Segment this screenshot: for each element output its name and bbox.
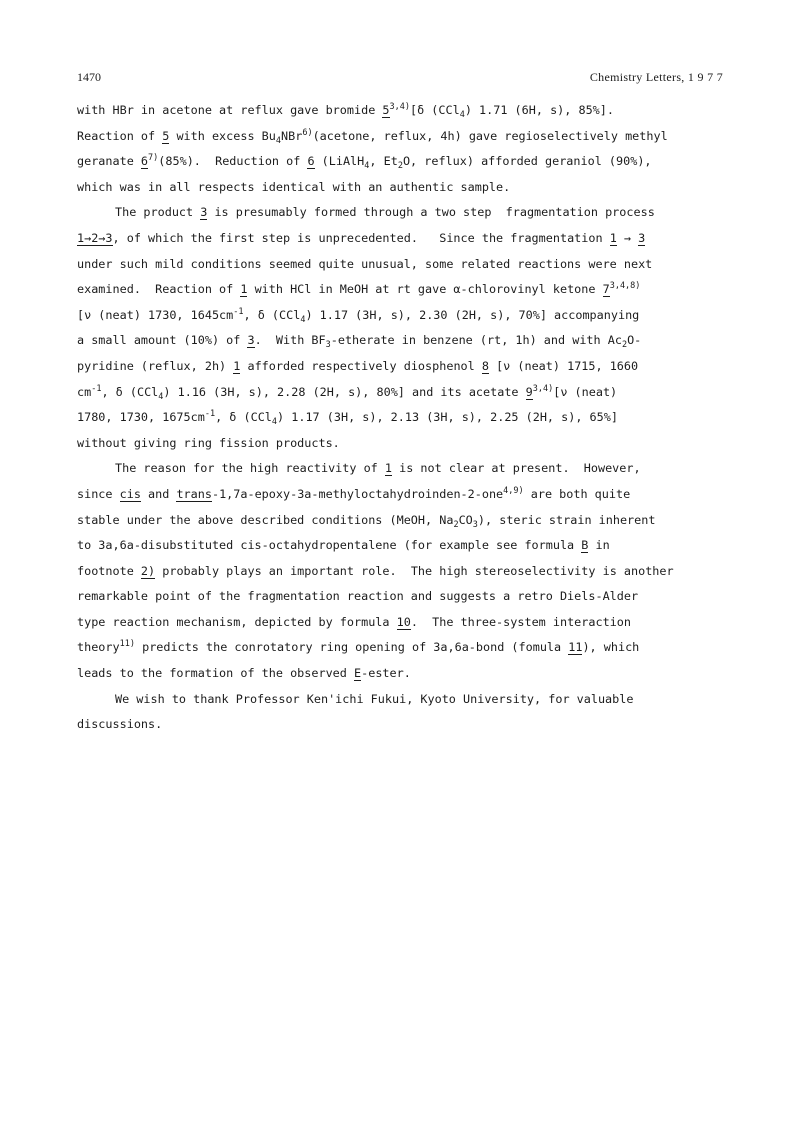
text-run: (LiAlH <box>314 154 365 169</box>
compound-ref: 3 <box>200 205 208 220</box>
text-run: stable under the above described conditions (MeOH, Na <box>77 512 454 527</box>
superscript: 3,4) <box>389 102 410 112</box>
text-run: NBr <box>281 128 303 143</box>
text-line <box>77 405 717 431</box>
compound-ref: cis <box>119 486 141 501</box>
text-line <box>77 226 717 252</box>
text-run: . With BF <box>254 333 326 348</box>
text-run: ), which <box>582 640 640 655</box>
text-run: , δ (CCl <box>215 410 272 425</box>
text-run: ), steric strain inherent <box>477 512 656 527</box>
text-line <box>77 508 717 534</box>
text-run: [ν (neat) <box>553 384 618 399</box>
subscript: 4 <box>459 110 465 120</box>
subscript: 3 <box>472 519 478 530</box>
text-run: ) 1.17 (3H, s), 2.30 (2H, s), 70%] accompanying <box>305 307 640 322</box>
compound-ref: 10 <box>396 614 411 629</box>
text-line <box>77 98 717 124</box>
text-run: 1780, 1730, 1675cm <box>77 410 205 425</box>
compound-ref: 1 <box>240 282 248 297</box>
text-run: O- <box>627 333 642 348</box>
compound-ref: 2) <box>140 563 156 578</box>
text-run: with HBr in acetone at reflux gave bromide <box>77 103 383 117</box>
text-run: , δ (CCl <box>243 307 301 322</box>
text-line <box>77 124 717 150</box>
text-line <box>77 277 717 303</box>
compound-ref: 7 <box>602 282 610 297</box>
text-run: which was in all respects identical with an authentic sample. <box>77 179 511 194</box>
text-run: afforded respectively diosphenol <box>240 358 482 373</box>
compound-ref: 5 <box>162 128 170 143</box>
text-run: -1,7a-epoxy-3a-methyloctahydroinden-2-one <box>211 486 504 501</box>
text-run: → <box>616 230 639 245</box>
text-run: under such mild conditions seemed quite unusual, some related reactions were next <box>77 256 653 271</box>
paragraph <box>77 687 717 738</box>
text-run: with HCl in MeOH at rt gave α-chlorovinyl ketone <box>247 282 603 297</box>
text-line <box>77 687 717 713</box>
article-body <box>77 98 717 738</box>
text-line <box>77 252 717 278</box>
text-run: remarkable point of the fragmentation reaction and suggests a retro Diels-Alder <box>77 589 639 604</box>
text-line <box>77 635 717 661</box>
text-line <box>77 149 717 175</box>
text-line <box>77 175 717 201</box>
text-run: predicts the conrotatory ring opening of 3a,6a-bond (fomula <box>134 640 569 655</box>
text-run: discussions. <box>77 717 163 732</box>
text-run: , δ (CCl <box>101 384 159 399</box>
subscript: 4 <box>364 161 370 172</box>
paragraph <box>77 456 717 686</box>
compound-ref: 11 <box>568 640 583 655</box>
subscript: 4 <box>275 135 282 146</box>
compound-ref: 3 <box>638 230 646 245</box>
text-run: (85%). Reduction of <box>158 154 308 169</box>
text-line <box>77 610 717 636</box>
text-run: ) 1.16 (3H, s), 2.28 (2H, s), 80%] and its acetate <box>163 384 526 399</box>
subscript: 2 <box>621 340 628 351</box>
text-run: [ν (neat) 1715, 1660 <box>488 358 639 373</box>
compound-ref: 1 <box>384 461 392 476</box>
compound-ref: 9 <box>525 384 533 399</box>
text-run: probably plays an important role. The high stereoselectivity is another <box>155 563 674 578</box>
text-run: [δ (CCl <box>410 103 460 117</box>
text-run: theory <box>77 640 120 655</box>
text-run: CO <box>458 512 473 527</box>
text-run: is not clear at present. However, <box>392 461 641 476</box>
text-line <box>77 200 717 226</box>
text-run: to 3a,6a-disubstituted cis-octahydropentalene (for example see formula <box>77 538 582 553</box>
text-line <box>77 303 717 329</box>
text-run: geranate <box>77 154 141 169</box>
compound-ref: 8 <box>481 358 489 373</box>
text-run: in <box>588 538 610 553</box>
text-run: The product <box>115 205 201 220</box>
text-line <box>77 559 717 585</box>
compound-ref: B <box>581 538 589 553</box>
text-run: ) 1.17 (3H, s), 2.13 (3H, s), 2.25 (2H, s), 65%] <box>277 410 618 425</box>
text-run: are both quite <box>523 486 631 501</box>
text-run: The reason for the high reactivity of <box>115 461 385 476</box>
text-run: pyridine (reflux, 2h) <box>77 358 234 373</box>
text-run: . The three-system interaction <box>410 614 632 629</box>
subscript: 4 <box>300 314 306 325</box>
text-run: with excess Bu <box>169 128 276 143</box>
superscript: 4,9) <box>503 485 524 496</box>
text-run: , of which the first step is unprecedented. Since the fragmentation <box>112 230 610 245</box>
text-line <box>77 380 717 406</box>
text-line <box>77 431 717 457</box>
text-run: a small amount (10%) of <box>77 333 248 348</box>
text-run: is presumably formed through a two step fragmentation process <box>207 205 655 220</box>
compound-ref: 1→2→3 <box>77 230 113 245</box>
text-line <box>77 456 717 482</box>
text-run: without giving ring fission products. <box>77 435 340 450</box>
text-run: cm <box>77 384 92 399</box>
text-line <box>77 584 717 610</box>
compound-ref: E <box>354 666 362 681</box>
text-run: footnote <box>77 563 141 578</box>
text-run: -etherate in benzene (rt, 1h) and with Ac <box>330 333 622 348</box>
superscript: 6) <box>302 127 313 138</box>
text-run: examined. Reaction of <box>77 282 241 297</box>
text-run: Reaction of <box>77 128 163 143</box>
superscript: 3,4,8) <box>609 281 641 292</box>
text-run: since <box>77 486 120 501</box>
paragraph <box>77 98 717 200</box>
text-line <box>77 482 717 508</box>
subscript: 4 <box>271 417 278 428</box>
compound-ref: 3 <box>247 333 255 348</box>
text-run: O, reflux) afforded geraniol (90%), <box>402 154 652 169</box>
subscript: 4 <box>158 391 164 402</box>
text-run: , Et <box>369 154 398 169</box>
text-run: We wish to thank Professor Ken'ichi Fukui, Kyoto University, for valuable <box>115 691 634 706</box>
journal-running-head: Chemistry Letters, 1 9 7 7 <box>589 70 723 84</box>
compound-ref: 6 <box>307 154 315 169</box>
compound-ref: 1 <box>233 358 241 373</box>
superscript: 3,4) <box>532 383 554 394</box>
subscript: 2 <box>397 161 403 172</box>
text-run: leads to the formation of the observed <box>77 666 354 681</box>
text-run: ) 1.71 (6H, s), 85%]. <box>464 103 614 117</box>
text-run: (acetone, reflux, 4h) gave regioselectively methyl <box>312 128 668 143</box>
compound-ref: 6 <box>140 154 149 169</box>
text-run: and <box>140 486 177 501</box>
text-line <box>77 533 717 559</box>
superscript: -1 <box>204 409 216 420</box>
text-line <box>77 661 717 687</box>
superscript: 11) <box>119 639 135 650</box>
subscript: 2 <box>453 519 459 530</box>
compound-ref: trans <box>176 486 212 501</box>
compound-ref: 5 <box>382 103 390 117</box>
text-line <box>77 354 717 380</box>
text-line <box>77 712 717 738</box>
text-line <box>77 328 717 354</box>
superscript: 7) <box>148 153 159 164</box>
text-run: -ester. <box>361 666 411 681</box>
compound-ref: 1 <box>609 230 617 245</box>
page-number: 1470 <box>77 70 101 84</box>
superscript: -1 <box>233 306 244 317</box>
paragraph <box>77 200 717 456</box>
text-run: [ν (neat) 1730, 1645cm <box>77 307 234 322</box>
subscript: 3 <box>325 340 331 351</box>
superscript: -1 <box>91 383 102 394</box>
text-run: type reaction mechanism, depicted by formula <box>77 614 397 629</box>
